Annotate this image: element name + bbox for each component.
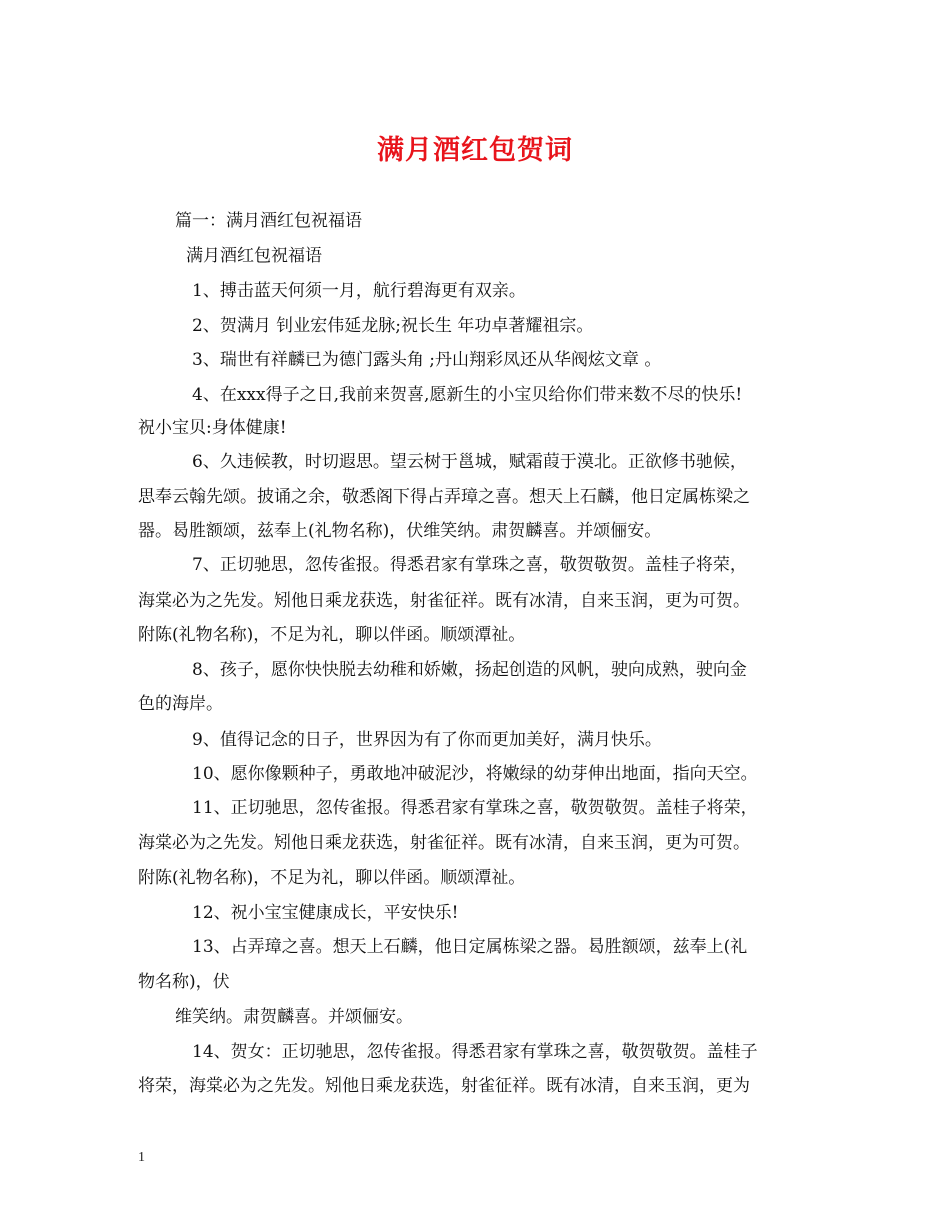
section-heading: 篇一：满月酒红包祝福语 — [175, 211, 362, 231]
paragraph-line: 10、愿你像颗种子，勇敢地冲破泥沙，将嫩绿的幼芽伸出地面，指向天空。 — [192, 764, 758, 784]
document-title: 满月酒红包贺词 — [377, 135, 573, 166]
paragraph-line: 12、祝小宝宝健康成长，平安快乐! — [192, 903, 459, 923]
paragraph-line: 将荣，海棠必为之先发。矧他日乘龙获选，射雀征祥。既有冰清，自来玉润，更为 — [138, 1076, 750, 1096]
paragraph-line: 4、在xxx得子之日,我前来贺喜,愿新生的小宝贝给你们带来数不尽的快乐! — [192, 385, 743, 405]
paragraph-line: 9、值得记念的日子，世界因为有了你而更加美好，满月快乐。 — [192, 730, 662, 750]
subheading: 满月酒红包祝福语 — [186, 246, 322, 266]
paragraph-line: 7、正切驰思，忽传雀报。得悉君家有掌珠之喜，敬贺敬贺。盖桂子将荣， — [192, 555, 747, 575]
paragraph-line: 3、瑞世有祥麟已为德门露头角 ;丹山翔彩凤还从华阀炫文章 。 — [192, 350, 662, 370]
paragraph-line: 物名称)，伏 — [138, 972, 230, 992]
paragraph-line: 2、贺满月 钊业宏伟延龙脉;祝长生 年功卓著耀祖宗。 — [192, 316, 594, 336]
paragraph-line: 6、久违候教，时切遐思。望云树于邕城，赋霜葭于漠北。正欲修书驰候， — [192, 452, 747, 472]
paragraph-line: 器。曷胜额颂，兹奉上(礼物名称)，伏维笑纳。肃贺麟喜。并颂俪安。 — [138, 521, 662, 541]
paragraph-line: 海棠必为之先发。矧他日乘龙获选，射雀征祥。既有冰清，自来玉润，更为可贺。 — [138, 591, 750, 611]
paragraph-line: 8、孩子，愿你快快脱去幼稚和娇嫩，扬起创造的风帆，驶向成熟，驶向金 — [192, 660, 747, 680]
page-number: 1 — [138, 1150, 145, 1165]
paragraph-line: 祝小宝贝:身体健康! — [138, 418, 287, 438]
paragraph-line: 11、正切驰思，忽传雀报。得悉君家有掌珠之喜，敬贺敬贺。盖桂子将荣， — [192, 798, 758, 818]
paragraph-line: 维笑纳。肃贺麟喜。并颂俪安。 — [175, 1007, 413, 1027]
paragraph-line: 1、搏击蓝天何须一月，航行碧海更有双亲。 — [192, 281, 526, 301]
paragraph-line: 海棠必为之先发。矧他日乘龙获选，射雀征祥。既有冰清，自来玉润，更为可贺。 — [138, 833, 750, 853]
paragraph-line: 附陈(礼物名称)，不足为礼，聊以伴函。顺颂潭祉。 — [138, 625, 526, 645]
paragraph-line: 附陈(礼物名称)，不足为礼，聊以伴函。顺颂潭祉。 — [138, 868, 526, 888]
paragraph-line: 13、占弄璋之喜。想天上石麟，他日定属栋梁之器。曷胜额颂，兹奉上(礼 — [192, 937, 748, 957]
paragraph-line: 思奉云翰先颂。披诵之余，敬悉阁下得占弄璋之喜。想天上石麟，他日定属栋梁之 — [138, 487, 750, 507]
paragraph-line: 色的海岸。 — [138, 694, 223, 714]
paragraph-line: 14、贺女：正切驰思，忽传雀报。得悉君家有掌珠之喜，敬贺敬贺。盖桂子 — [192, 1042, 758, 1062]
